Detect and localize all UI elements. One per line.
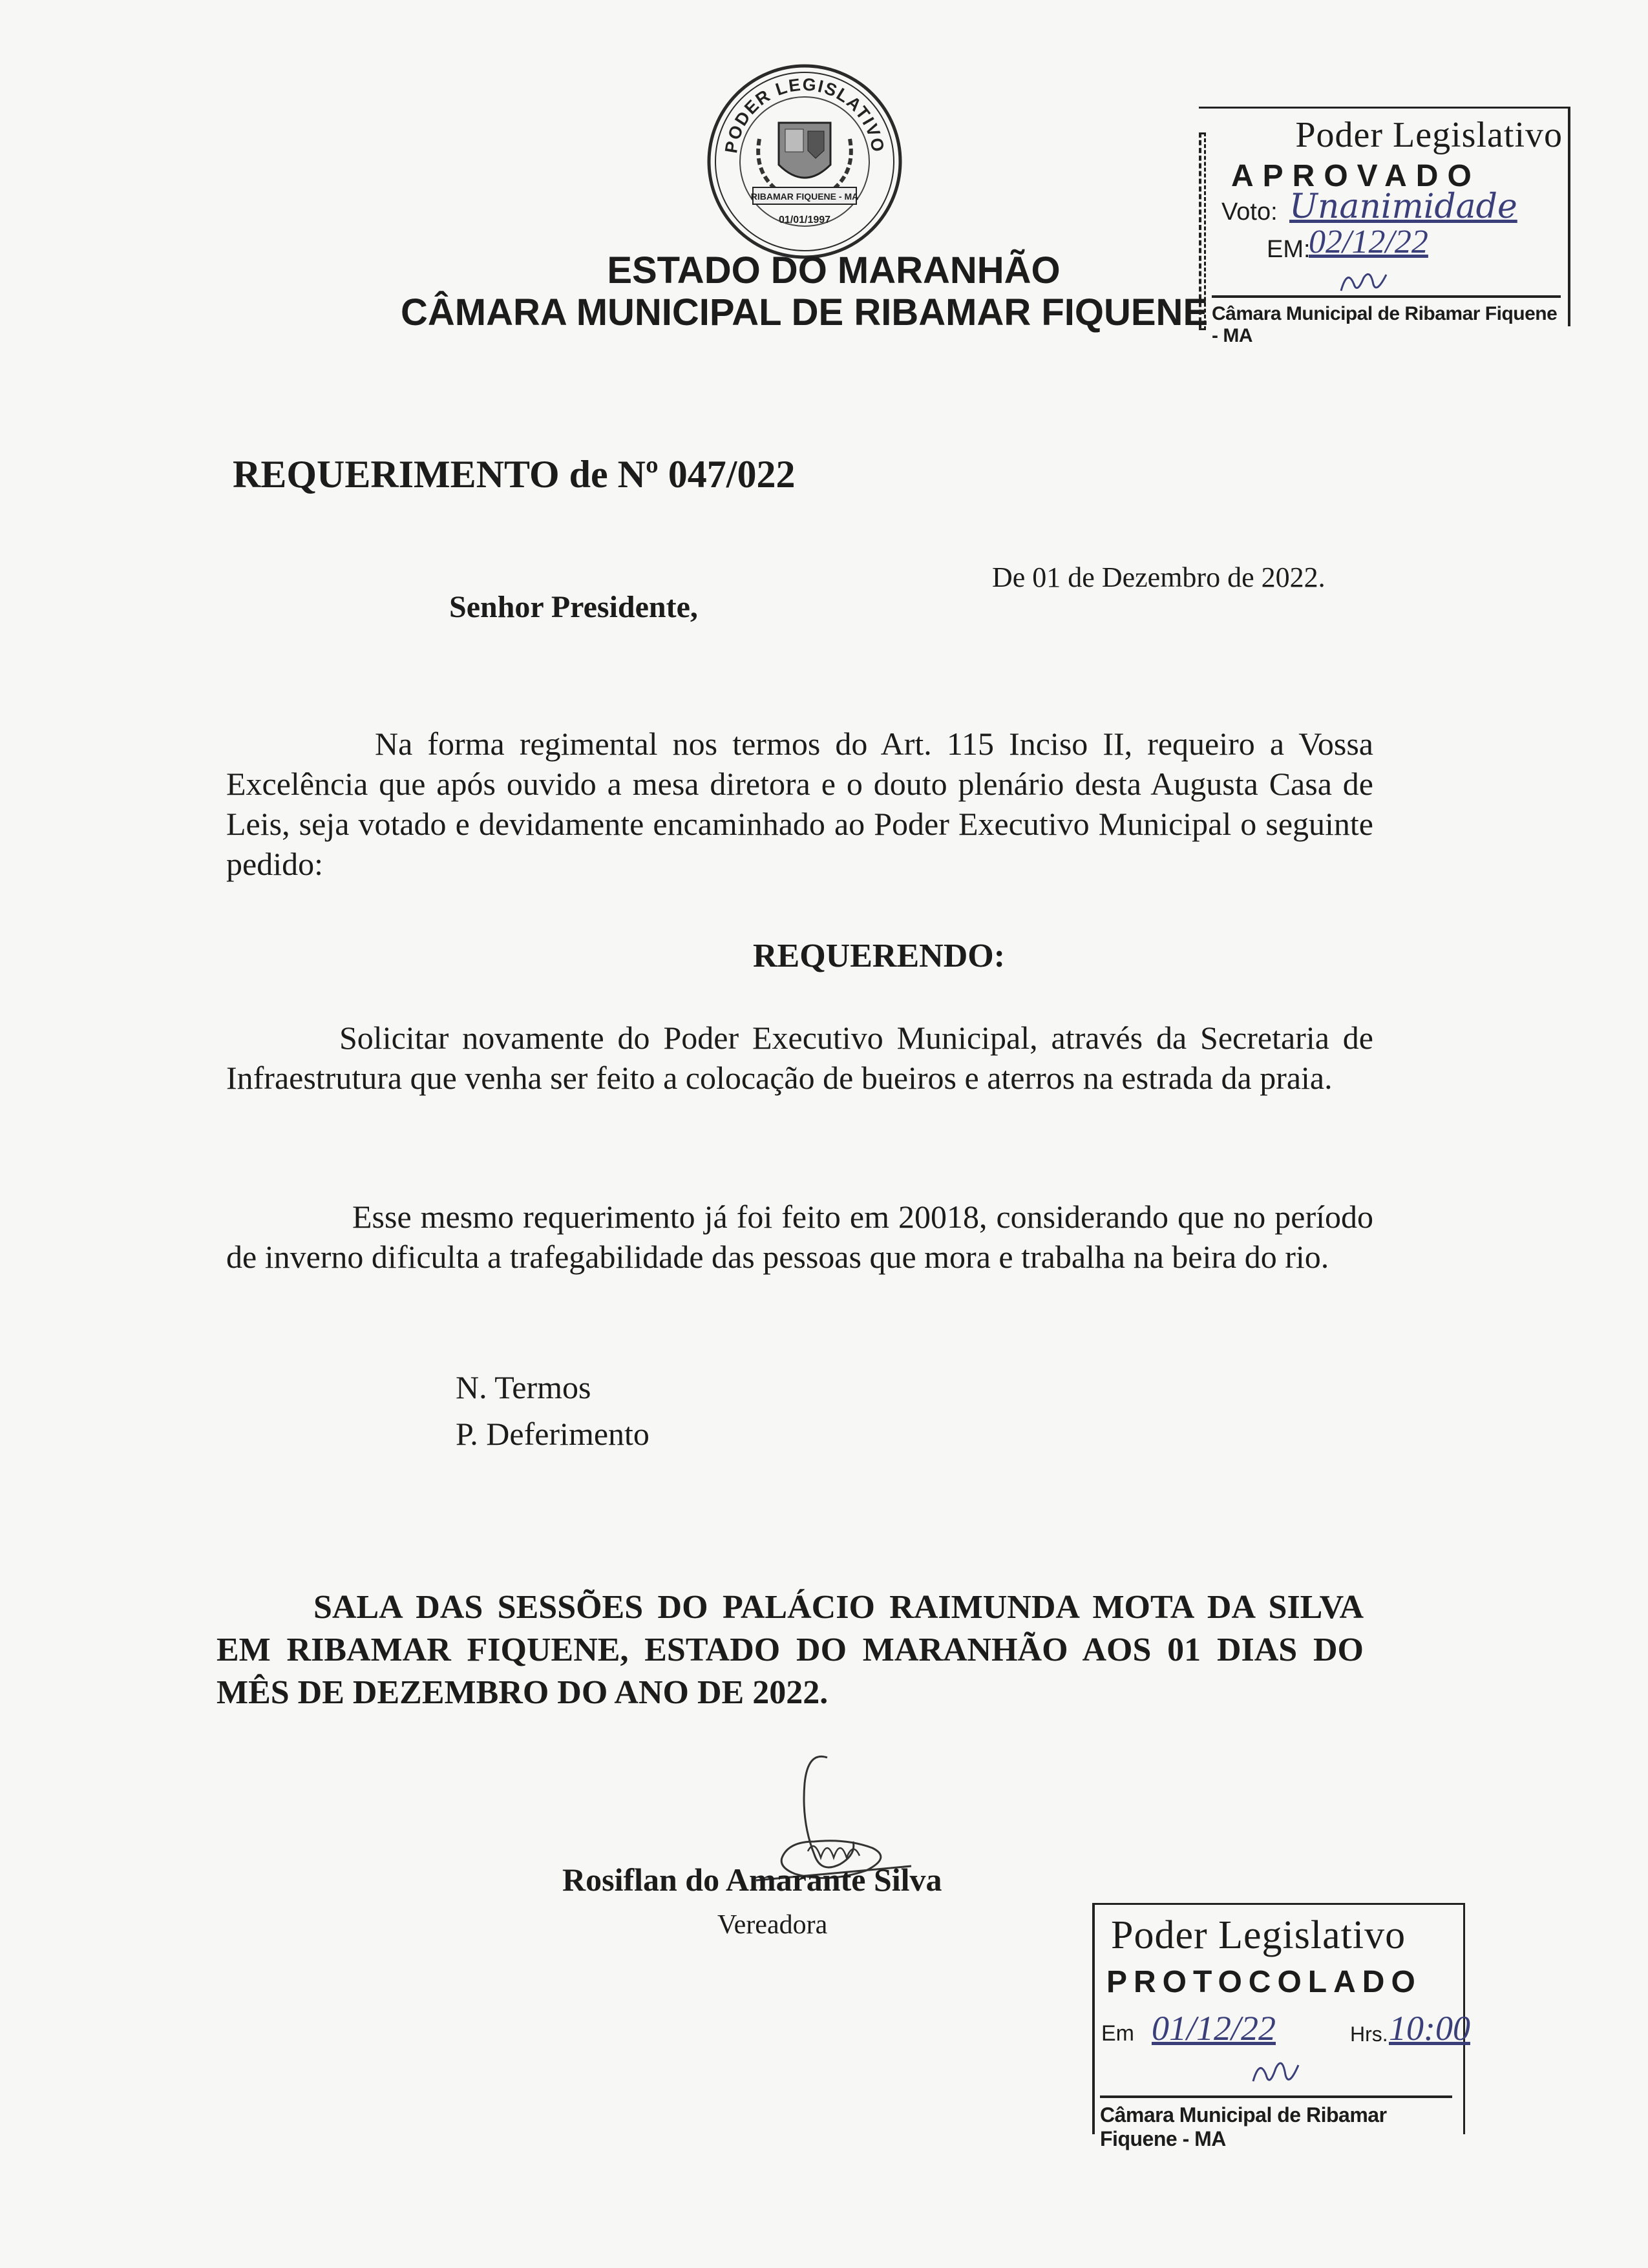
vote-value-handwritten: Unanimidade <box>1289 187 1517 226</box>
body-paragraph <box>226 724 1373 884</box>
protocol-hours-label: Hrs. <box>1350 2022 1388 2046</box>
section-heading: REQUERENDO: <box>752 938 1006 974</box>
closing-line: N. Termos <box>456 1369 591 1405</box>
stamp-footer: Câmara Municipal de Ribamar Fiquene - MA <box>1100 2095 1452 2151</box>
session-text: SALA DAS SESSÕES DO PALÁCIO RAIMUNDA MOTA DA SILVA EM RIBAMAR FIQUENE, ESTADO DO MARANHÃO AOS 01 DIAS DO MÊS DE DEZEMBRO DO ANO DE 2022. <box>217 1589 1364 1711</box>
vote-label: Voto: <box>1221 198 1278 226</box>
initials-signature-icon <box>1335 265 1393 297</box>
protocol-time-handwritten: 10:00 <box>1389 2009 1470 2048</box>
stamp-status: APROVADO <box>1231 159 1481 193</box>
svg-text:RIBAMAR FIQUENE - MA: RIBAMAR FIQUENE - MA <box>750 191 859 202</box>
body-paragraph <box>226 1197 1373 1277</box>
stamp-footer: Câmara Municipal de Ribamar Fiquene - MA <box>1212 295 1561 347</box>
initials-signature-icon <box>1247 2052 1305 2091</box>
municipal-seal-logo <box>704 61 905 262</box>
signer-role: Vereadora <box>717 1910 828 1940</box>
salutation: Senhor Presidente, <box>449 590 698 624</box>
document-title: REQUERIMENTO de Nº 047/022 <box>233 453 796 496</box>
protocol-stamp <box>1092 1903 1470 2150</box>
session-statement <box>217 1586 1364 1714</box>
approval-date-label: EM: <box>1267 236 1311 263</box>
paragraph-text: Esse mesmo requerimento já foi feito em 20018, considerando que no período de inverno dificulta a trafegabilidade das pessoas que mora e trabalha na beira do rio. <box>226 1199 1373 1275</box>
stamp-title: Poder Legislativo <box>1295 115 1563 155</box>
header-chamber: CÂMARA MUNICIPAL DE RIBAMAR FIQUENE <box>401 291 1209 333</box>
stamp-status: PROTOCOLADO <box>1106 1965 1422 1999</box>
header-state: ESTADO DO MARANHÃO <box>607 249 1061 291</box>
protocol-date-handwritten: 01/12/22 <box>1152 2009 1276 2048</box>
closing-line: P. Deferimento <box>456 1416 650 1452</box>
signer-name: Rosiflan do Amarante Silva <box>562 1862 942 1898</box>
approval-date-handwritten: 02/12/22 <box>1309 224 1428 260</box>
svg-text:01/01/1997: 01/01/1997 <box>778 215 831 226</box>
approval-stamp <box>1199 107 1570 346</box>
stamp-title: Poder Legislativo <box>1111 1913 1406 1957</box>
svg-text:PODER LEGISLATIVO: PODER LEGISLATIVO <box>721 74 889 155</box>
protocol-date-label: Em <box>1101 2021 1134 2046</box>
paragraph-text: Solicitar novamente do Poder Executivo Municipal, através da Secretaria de Infraestrutura que venha ser feito a colocação de bueiros e aterros na estrada da praia. <box>226 1020 1373 1096</box>
document-date: De 01 de Dezembro de 2022. <box>992 562 1326 593</box>
paragraph-text: Na forma regimental nos termos do Art. 115 Inciso II, requeiro a Vossa Excelência que após ouvido a mesa diretora e o douto plenário desta Augusta Casa de Leis, seja votado e devidamente encaminhado ao Poder Executivo Municipal o seguinte pedido: <box>226 726 1373 882</box>
body-paragraph <box>226 1018 1373 1098</box>
